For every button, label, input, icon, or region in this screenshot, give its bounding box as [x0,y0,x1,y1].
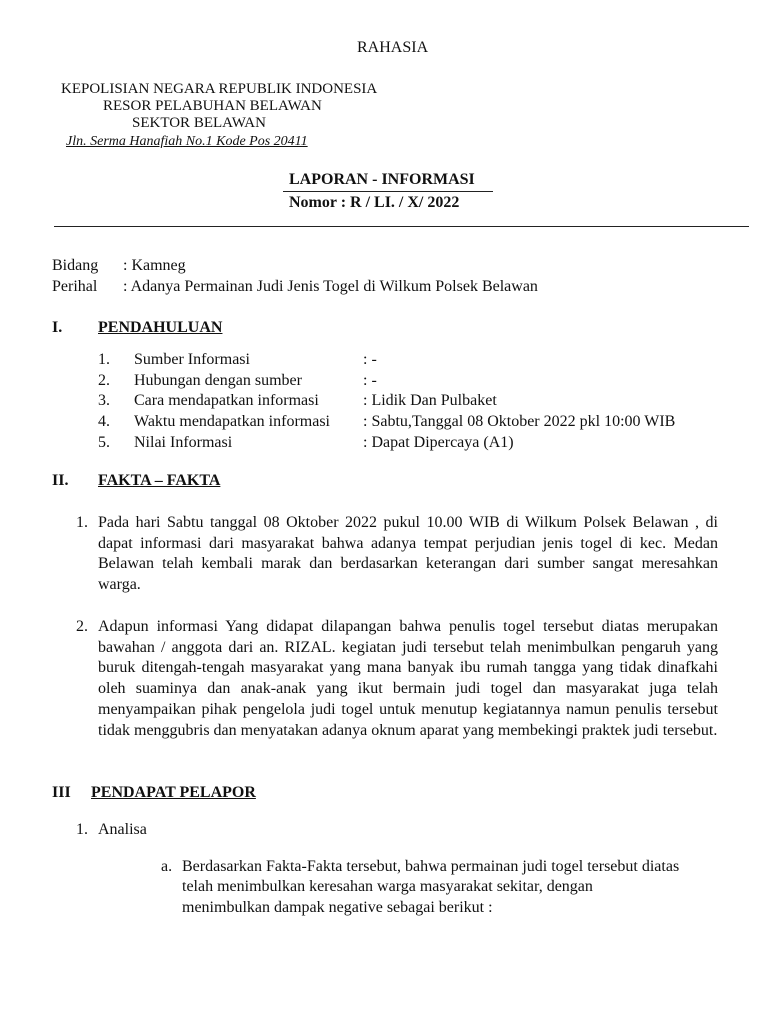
section2-title: FAKTA – FAKTA [98,472,221,489]
analysis-line: Berdasarkan Fakta-Fakta tersebut, bahwa permainan judi togel tersebut diatas [182,858,680,875]
section3-title: PENDAPAT PELAPOR [91,784,256,801]
item-number: 1. [98,351,110,368]
section1-numeral: I. [52,319,63,336]
item-number: 4. [98,413,110,430]
item-value: : Dapat Dipercaya (A1) [363,434,514,451]
item-value: : Lidik Dan Pulbaket [363,392,497,409]
item-number: 5. [98,434,110,451]
analysis-heading: Analisa [98,821,147,838]
classification-label: RAHASIA [357,39,429,56]
title-underline [283,191,493,192]
item-label: Sumber Informasi [134,351,250,368]
bidang-label: Bidang [52,257,99,274]
item-label: Nilai Informasi [134,434,233,451]
letterhead-sector: SEKTOR BELAWAN [132,115,266,131]
item-value: : - [363,372,377,389]
section3-numeral: III [52,784,71,801]
report-title: LAPORAN - INFORMASI [289,171,475,188]
item-value: : Sabtu,Tanggal 08 Oktober 2022 pkl 10:00 WIB [363,413,676,430]
report-number: Nomor : R / LI. / X/ 2022 [289,194,460,211]
bidang-value: : Kamneg [123,257,186,274]
analysis-line: menimbulkan dampak negative sebagai berikut : [182,899,493,916]
paragraph-text: Pada hari Sabtu tanggal 08 Oktober 2022 pukul 10.00 WIB di Wilkum Polsek Belawan , di dapat informasi dari masyarakat bahwa adanya tempat perjudian jenis togel di kec. Medan Belawan telah kembali marak dan berdasarkan keterangan dari sumber sangat meresahkan warga. [98,514,718,594]
item-letter: a. [161,858,173,875]
letterhead-institution: KEPOLISIAN NEGARA REPUBLIK INDONESIA [61,81,378,97]
paragraph-number: 2. [76,618,88,635]
item-label: Hubungan dengan sumber [134,372,302,389]
perihal-value: : Adanya Permainan Judi Jenis Togel di Wilkum Polsek Belawan [123,278,538,295]
letterhead-resort: RESOR PELABUHAN BELAWAN [103,98,322,114]
item-value: : - [363,351,377,368]
item-number: 3. [98,392,110,409]
header-divider [54,226,749,227]
item-number: 2. [98,372,110,389]
perihal-label: Perihal [52,278,98,295]
item-label: Waktu mendapatkan informasi [134,413,330,430]
section1-title: PENDAHULUAN [98,319,223,336]
analysis-line: telah menimbulkan keresahan warga masyarakat sekitar, dengan [182,878,593,895]
item-label: Cara mendapatkan informasi [134,392,319,409]
letterhead-address: Jln. Serma Hanafiah No.1 Kode Pos 20411 [66,134,308,149]
paragraph-text: Adapun informasi Yang didapat dilapangan bahwa penulis togel tersebut diatas merupakan bawahan / anggota dari an. RIZAL. kegiatan judi tersebut telah menimbulkan pengaruh yang buruk ditengah-tengah masyarakat yang mana banyak ibu rumah tangga yang tidak dinafkahi oleh suaminya dan anak-anak yang ikut bermain judi togel dan masyarakat juga telah menyampaikan pihak pengelola judi togel untuk menutup kegiatannya namun penulis tersebut tidak menggubris dan menyatakan adanya oknum aparat yang membekingi praktek judi tersebut. [98,618,718,739]
paragraph-number: 1. [76,514,88,531]
section2-numeral: II. [52,472,69,489]
analysis-number: 1. [76,821,88,838]
